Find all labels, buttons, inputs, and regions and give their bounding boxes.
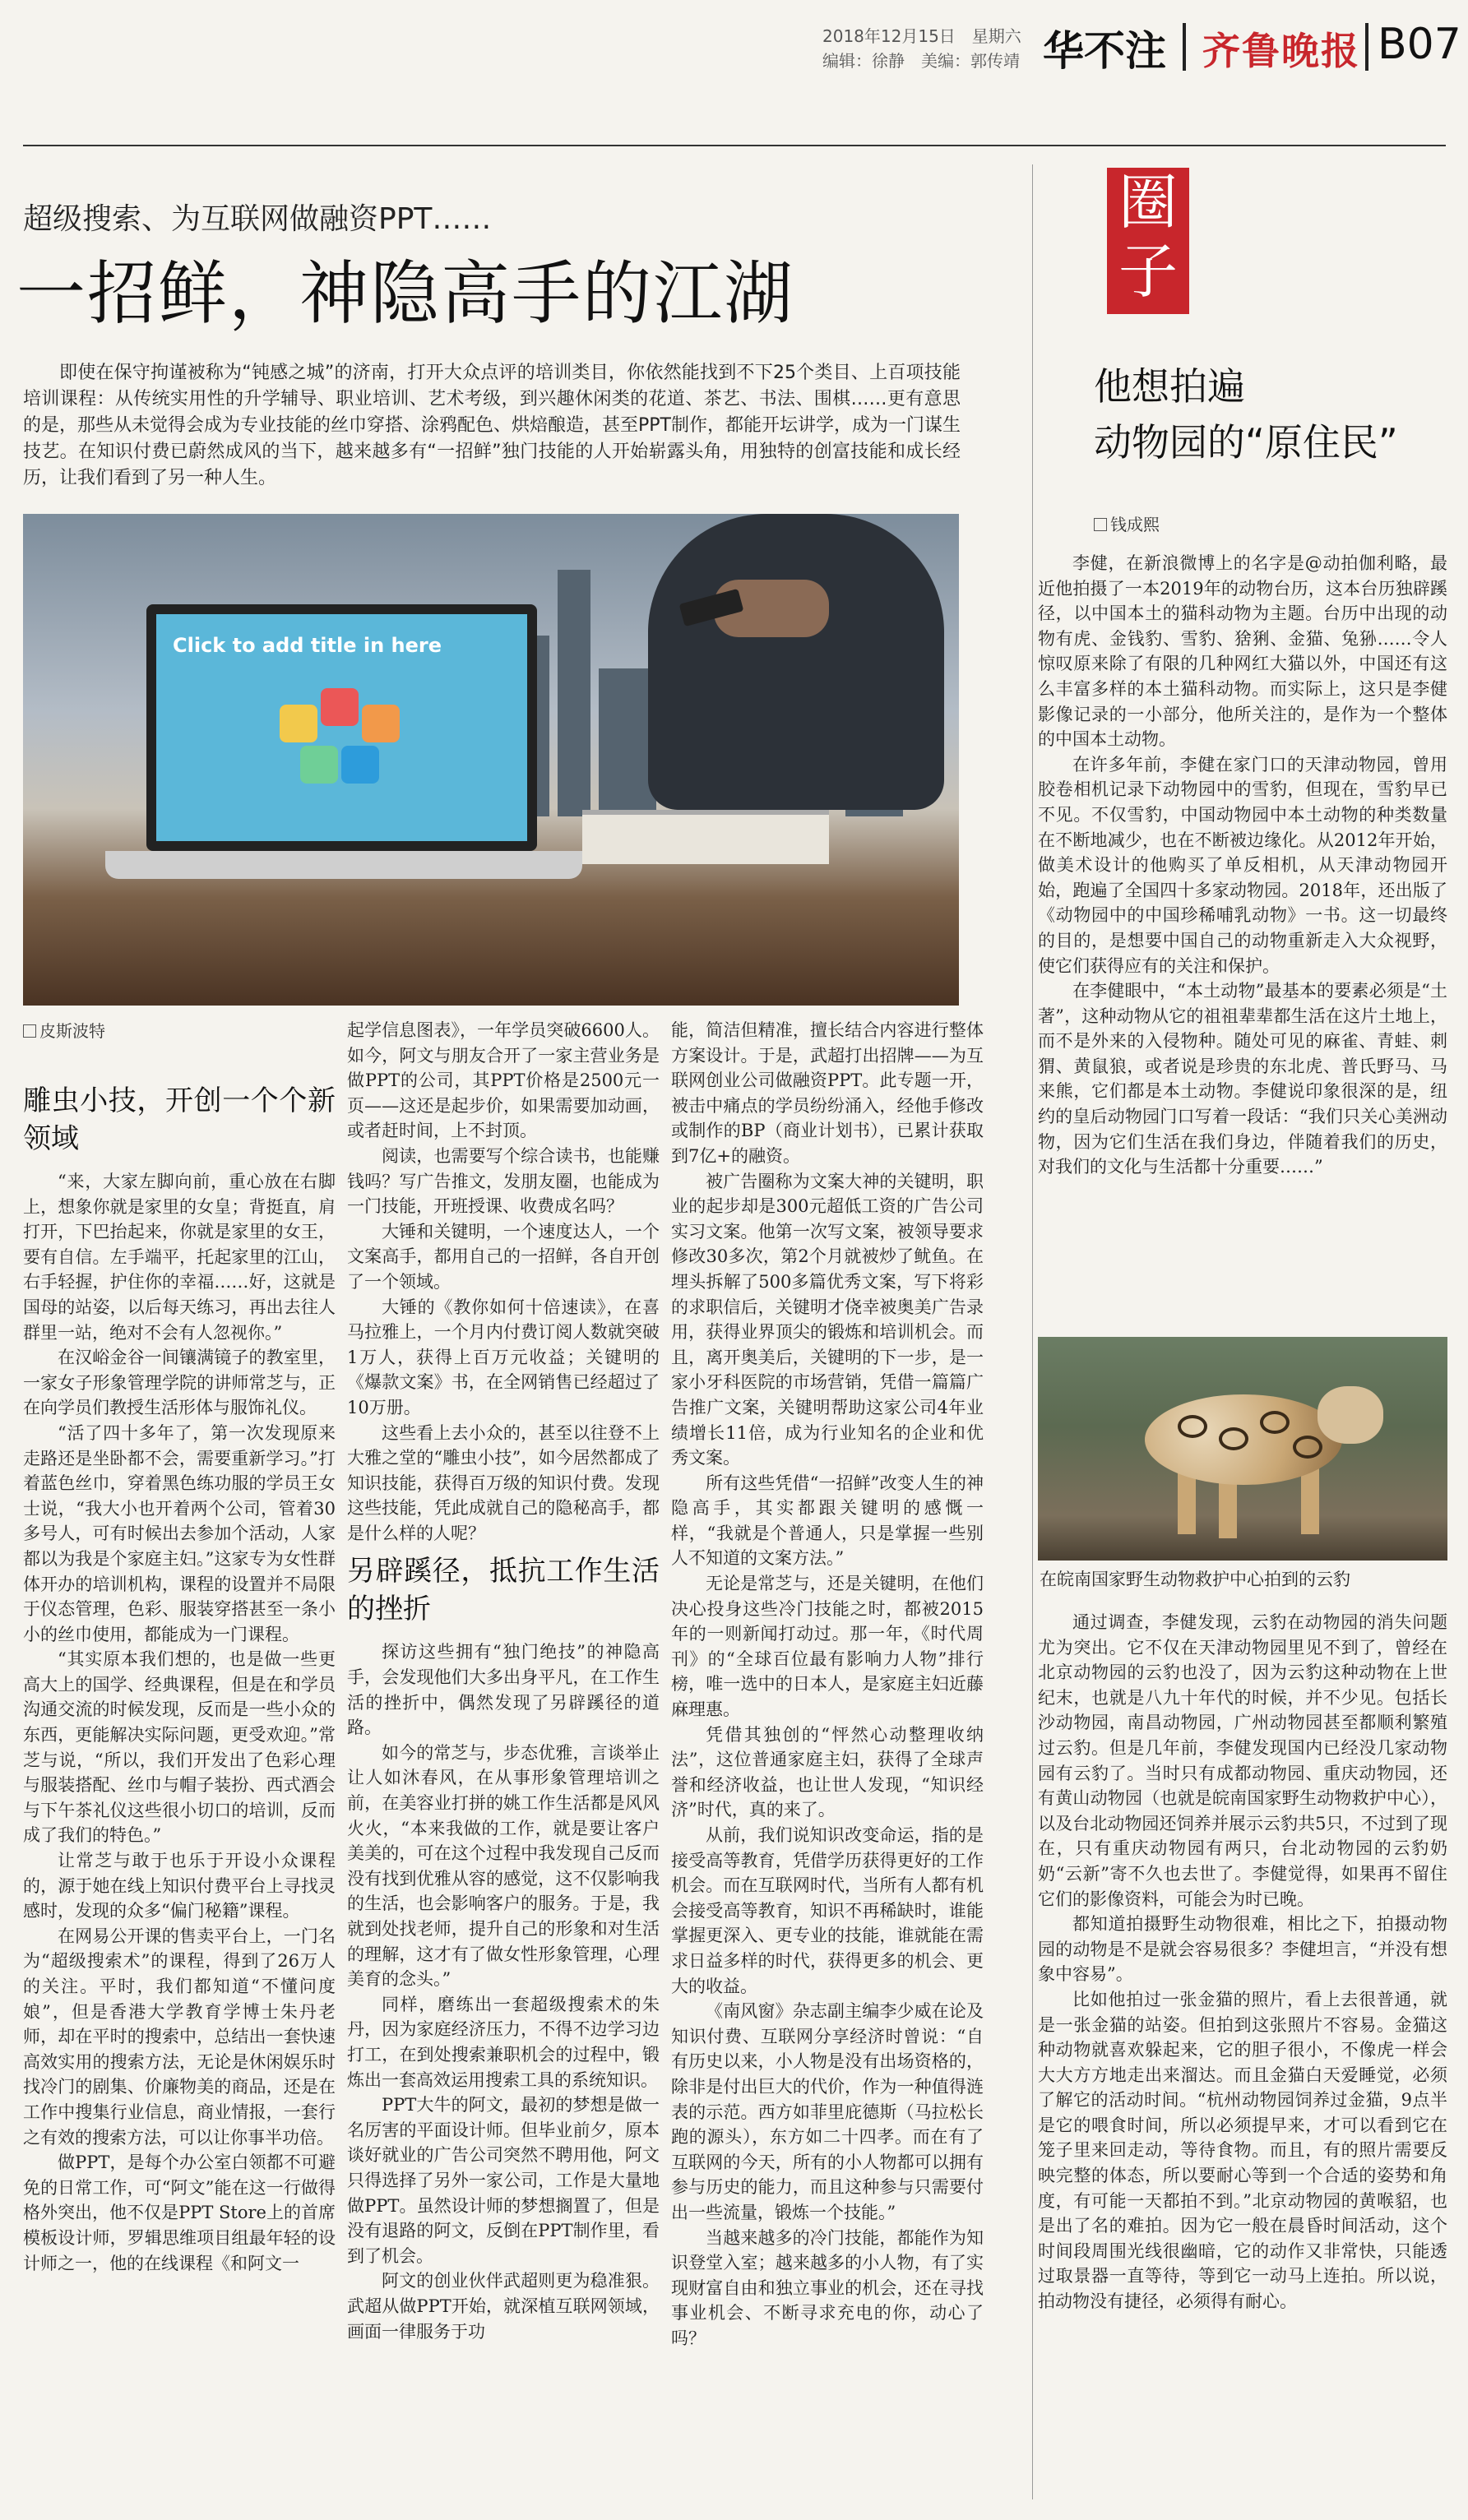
photo-caption: 在皖南国家野生动物救护中心拍到的云豹 xyxy=(1040,1570,1350,1589)
sidebar-headline xyxy=(1094,358,1398,470)
headline-line: 他想拍遍 xyxy=(1094,364,1245,409)
article-kicker: 超级搜索、为互联网做融资PPT…… xyxy=(23,202,492,236)
clouded-leopard-photo xyxy=(1038,1337,1447,1561)
paragraph: 都知道拍摄野生动物很难，相比之下，拍摄动物园的动物是不是就会容易很多？李健坦言，“并没有想象中容易”。 xyxy=(1038,1914,1447,1985)
sidebar-column-bottom xyxy=(1038,1610,1447,2314)
article-column-2 xyxy=(347,1018,660,2344)
paragraph: 当越来越多的冷门技能，都能作为知识登堂入室；越来越多的小人物，有了实现财富自由和独立事业的机会，还在寻找事业机会、不断寻求充电的你，动心了吗？ xyxy=(671,2227,984,2348)
paragraph: 大锤的《教你如何十倍速读》，在喜马拉雅上，一个月内付费订阅人数就突破1万人，获得上百万元收益；关键明的《爆款文案》书，在全网销售已经超过了10万册。 xyxy=(347,1297,660,1417)
paragraph: 同样，磨练出一套超级搜索术的朱丹，因为家庭经济压力，不得不边学习边打工，在到处搜索兼职机会的过程中，锻炼出一套高效运用搜索工具的系统知识。 xyxy=(347,1994,660,2090)
paragraph: 所有这些凭借“一招鲜”改变人生的神隐高手，其实都跟关键明的感慨一样，“我就是个普通人，只是掌握一些别人不知道的文案方法。” xyxy=(671,1473,984,1569)
headline-line: 动物园的“原住民” xyxy=(1094,420,1398,465)
header-rule xyxy=(23,145,1446,146)
subhead-text: 另辟蹊径，抵抗工作生活的挫折 xyxy=(347,1555,660,1626)
paragraph: 阅读，也需要写个综合读书，也能赚钱吗？写广告推文，发朋友圈，也能成为一门技能，开班授课、收费成名吗？ xyxy=(347,1145,660,1217)
paragraph: 《南风窗》杂志副主编李少威在论及知识付费、互联网分享经济时曾说：“自有历史以来，小人物是没有出场资格的，除非是付出巨大的代价，作为一种值得涟表的示范。西方如菲里庇德斯（马拉松长跑的源头），东方如二十四孝。而在有了互联网的今天，所有的小人物都可以拥有参与历史的能力，而且这种参与只需要付出一些流量，锻炼一个技能。” xyxy=(671,2001,984,2222)
paragraph: 从前，我们说知识改变命运，指的是接受高等教育，凭借学历获得更好的工作机会。而在互联网时代，当所有人都有机会接受高等教育，知识不再稀缺时，谁能掌握更深入、更专业的技能，谁就能在需求日益多样的时代，获得更多的机会、更大的收益。 xyxy=(671,1825,984,1996)
page-number: B07 xyxy=(1378,20,1461,69)
article-lede: 即使在保守拘谨被称为“钝感之城”的济南，打开大众点评的培训类目，你依然能找到不下25个类目、上百项技能培训课程：从传统实用性的升学辅导、职业培训、艺术考级，到兴趣休闲类的花道、茶艺、书法、围棋……更有意思的是，那些从未觉得会成为专业技能的丝巾穿搭、涂鸦配色、烘焙酿造，甚至PPT制作，都能开坛讲学，成为一门谋生技艺。在知识付费已蔚然成风的当下，越来越多有“一招鲜”独门技能的人开始崭露头角，用独特的创富技能和成长经历，让我们看到了另一种人生。 xyxy=(23,363,961,488)
paragraph: 在李健眼中，“本土动物”最基本的要素必须是“土著”，这种动物从它的祖祖辈辈都生活在这片土地上，而不是外来的入侵物种。随处可见的麻雀、青蛙、刺猬、黄鼠狼，或者说是珍贵的东北虎、普氏野马、马来熊，它们都是本土动物。李健说印象很深的是，纽约的皇后动物园门口写着一段话：“我们只关心美洲动物，因为它们生活在我们身边，伴随着我们的历史，对我们的文化与生活都十分重要……” xyxy=(1038,981,1447,1177)
paragraph: PPT大牛的阿文，最初的梦想是做一名厉害的平面设计师。但毕业前夕，原本谈好就业的广告公司突然不聘用他，阿文只得选择了另外一家公司，工作是大量地做PPT。虽然设计师的梦想搁置了，但是没有退路的阿文，反倒在PPT制作里，看到了机会。 xyxy=(347,2095,660,2266)
paragraph: 在汉峪金谷一间镶满镜子的教室里，一家女子形象管理学院的讲师常芝与，正在向学员们教授生活形体与服饰礼仪。 xyxy=(23,1348,336,1418)
header-divider xyxy=(1183,23,1186,71)
laptop-image xyxy=(146,604,537,851)
article-headline: 一招鲜，神隐高手的江湖 xyxy=(16,253,795,334)
header-divider xyxy=(1365,23,1368,71)
badge-char: 子 xyxy=(1118,237,1178,306)
section-title: 华不注 xyxy=(1043,27,1166,75)
paragraph: 让常芝与敢于也乐于开设小众课程的，源于她在线上知识付费平台上寻找灵感时，发现的众多“偏门秘籍”课程。 xyxy=(23,1851,336,1921)
paragraph: 做PPT，是每个办公室白领都不可避免的日常工作，可“阿文”能在这一行做得格外突出，他不仅是PPT Store上的首席模板设计师，罗辑思维项目组最年轻的设计师之一，他的在线课程《和阿文一 xyxy=(23,2152,336,2273)
article-photo xyxy=(23,514,959,1006)
article-byline: 皮斯波特 xyxy=(23,1018,105,1042)
paragraph: 李健，在新浪微博上的名字是@动拍伽利略，最近他拍摄了一本2019年的动物台历，这本台历独辟蹊径，以中国本土的猫科动物为主题。台历中出现的动物有虎、金钱豹、雪豹、猞猁、金猫、兔狲……令人惊叹原来除了有限的几种网红大猫以外，中国还有这么丰富多样的本土猫科动物。而实际上，这只是李健影像记录的一小部分，他所关注的，是作为一个整体的中国本土动物。 xyxy=(1038,553,1447,750)
article-column-1 xyxy=(23,1075,336,2276)
newspaper-logo: 齐鲁晚报 xyxy=(1202,29,1360,73)
paragraph: 无论是常芝与，还是关键明，在他们决心投身这些冷门技能之时，都被2015年的一则新闻打动过。那一年，《时代周刊》的“全球百位最有影响力人物”排行榜，唯一选中的日本人，是家庭主妇近藤麻理惠。 xyxy=(671,1574,984,1720)
paragraph: 能，简洁但精准，擅长结合内容进行整体方案设计。于是，武超打出招牌——为互联网创业公司做融资PPT。此专题一开，被击中痛点的学员纷纷涌入，经他手修改或制作的BP（商业计划书），已累计获取到7亿+的融资。 xyxy=(671,1020,984,1166)
paragraph: 被广告圈称为文案大神的关键明，职业的起步却是300元超低工资的广告公司实习文案。他第一次写文案，被领导要求修改30多次，第2个月就被炒了鱿鱼。在埋头拆解了500多篇优秀文案，写下将彩的求职信后，关键明才侥幸被奥美广告录用，获得业界顶尖的锻炼和培训机会。而且，离开奥美后，关键明的下一步，是一家小牙科医院的市场营销，凭借一篇篇广告推广文案，关键明帮助这家公司4年业绩增长11倍，成为行业知名的企业和优秀文案。 xyxy=(671,1171,984,1468)
paragraph: 通过调查，李健发现，云豹在动物园的消失问题尤为突出。它不仅在天津动物园里见不到了，曾经在北京动物园的云豹也没了，因为云豹这种动物在上世纪末，也就是八九十年代的时候，并不少见。包括长沙动物园，南昌动物园，广州动物园甚至都顺利繁殖过云豹。但是几年前，李健发现国内已经没几家动物园有云豹了。当时只有成都动物园、重庆动物园，还有黄山动物园（也就是皖南国家野生动物救护中心），以及台北动物园还饲养并展示云豹共5只，不过到了现在，只有重庆动物园有两只，台北动物园的云豹奶奶“云新”寄不久也去世了。李健觉得，如果再不留住它们的影像资料，可能会为时已晚。 xyxy=(1038,1612,1447,1909)
sidebar-byline: 钱成熙 xyxy=(1094,511,1160,535)
paragraph: “来，大家左脚向前，重心放在右脚上，想象你就是家里的女皇；背挺直，肩打开，下巴抬起来，你就是家里的女王，要有自信。左手端平，托起家里的江山，右手轻握，护住你的幸福……好，这就是国母的站姿，以后每天练习，再出去往人群里一站，绝对不会有人忽视你。” xyxy=(23,1172,336,1343)
column-divider xyxy=(1032,164,1033,2499)
sidebar-column-top xyxy=(1038,551,1447,1180)
paragraph: 起学信息图表》，一年学员突破6600人。如今，阿文与朋友合开了一家主营业务是做PPT的公司，其PPT价格是2500元一页——这还是起步价，如果需要加动画，或者赶时间，上不封顶。 xyxy=(347,1020,660,1141)
paragraph: 探访这些拥有“独门绝技”的神隐高手，会发现他们大多出身平凡，在工作生活的挫折中，偶然发现了另辟蹊径的道路。 xyxy=(347,1642,660,1738)
section-subhead xyxy=(347,1552,660,1628)
paragraph: 比如他拍过一张金猫的照片，看上去很普通，就是一张金猫的站姿。但拍到这张照片不容易。金猫这种动物就喜欢躲起来，它的胆子很小，不像虎一样会大大方方地走出来溜达。而且金猫白天爱睡觉，必须了解它的活动时间。“杭州动物园饲养过金猫，9点半是它的喂食时间，所以必须提早来，才可以看到它在笼子里来回走动，等待食物。而且，有的照片需要反映完整的体态，所以要耐心等到一个合适的姿势和角度，有可能一天都拍不到。”北京动物园的黄喉貂，也是出了名的难拍。因为它一般在晨昏时间活动，这个时间段周围光线很幽暗，它的动作又非常快，只能透过取景器一直等待，等到它一动马上连拍。所以说，拍动物没有捷径，必须得有耐心。 xyxy=(1038,1989,1447,2312)
paragraph: 在网易公开课的售卖平台上，一门名为“超级搜索术”的课程，得到了26万人的关注。平时，我们都知道“不懂问度娘”，但是香港大学教育学博士朱丹老师，却在平时的搜索中，总结出一套快速高效实用的搜索方法，无论是休闲娱乐时找冷门的剧集、价廉物美的商品，还是在工作中搜集行业信息，商业情报，一套行之有效的搜索方法，可以让你事半功倍。 xyxy=(23,1926,336,2148)
paragraph: 这些看上去小众的，甚至以往登不上大雅之堂的“雕虫小技”，如今居然都成了知识技能，获得百万级的知识付费。发现这些技能，凭此成就自己的隐秘高手，都是什么样的人呢？ xyxy=(347,1422,660,1543)
issue-date: 2018年12月15日 星期六 xyxy=(822,26,1021,46)
paragraph: 如今的常芝与，步态优雅，言谈举止让人如沐春风，在从事形象管理培训之前，在美容业打拼的姚工作生活都是风风火火，“本来我做的工作，就是要让客户美美的，可在这个过程中我发现自己反而没有找到优雅从容的感觉，这不仅影响我的生活，也会影响客户的服务。于是，我就到处找老师，提升自己的形象和对生活的理解，这才有了做女性形象管理，心理美育的念头。” xyxy=(347,1742,660,1990)
subhead-text: 雕虫小技，开创一个个新领域 xyxy=(23,1084,336,1155)
section-subhead xyxy=(23,1082,336,1158)
screen-title-text: Click to add title in here xyxy=(173,634,442,657)
editor-credits: 编辑：徐静 美编：郭传靖 xyxy=(822,51,1020,71)
laptop-screen xyxy=(156,614,527,841)
column-badge xyxy=(1107,168,1189,314)
badge-char: 圈 xyxy=(1118,168,1178,237)
paragraph: 凭借其独创的“怦然心动整理收纳法”，这位普通家庭主妇，获得了全球声誉和经济收益，也让世人发现，“知识经济”时代，真的来了。 xyxy=(671,1724,984,1820)
paragraph: “活了四十多年了，第一次发现原来走路还是坐卧都不会，需要重新学习。”打着蓝色丝巾，穿着黑色练功服的学员王女士说，“我大小也开着两个公司，管着30多号人，可有时候出去参加个活动，人家都以为我是个家庭主妇。”这家专为女性群体开办的培训机构，课程的设置并不局限于仪态管理，色彩、服装穿搭甚至一条小小的丝巾使用，都能成为一门课程。 xyxy=(23,1422,336,1644)
paragraph: “其实原本我们想的，也是做一些更高大上的国学、经典课程，但是在和学员沟通交流的时候发现，反而是一些小众的东西，更能解决实际问题，更受欢迎。”常芝与说，“所以，我们开发出了色彩心理与服装搭配、丝巾与帽子装扮、西式酒会与下午茶礼仪这些很小切口的培训，反而成了我们的特色。” xyxy=(23,1649,336,1846)
paragraph: 阿文的创业伙伴武超则更为稳准狠。武超从做PPT开始，就深植互联网领域，画面一律服务于功 xyxy=(347,2271,660,2342)
paragraph: 大锤和关键明，一个速度达人，一个文案高手，都用自己的一招鲜，各自开创了一个领域。 xyxy=(347,1221,660,1292)
article-column-3 xyxy=(671,1018,984,2351)
paragraph: 在许多年前，李健在家门口的天津动物园，曾用胶卷相机记录下动物园中的雪豹，但现在，雪豹早已不见。不仅雪豹，中国动物园中本土动物的种类数量在不断地减少，也在不断被边缘化。从2012年开始，做美术设计的他购买了单反相机，从天津动物园开始，跑遍了全国四十多家动物园。2018年，还出版了《动物园中的中国珍稀哺乳动物》一书。这一切最终的目的，是想要中国自己的动物重新走入大众视野，使它们获得应有的关注和保护。 xyxy=(1038,754,1447,976)
